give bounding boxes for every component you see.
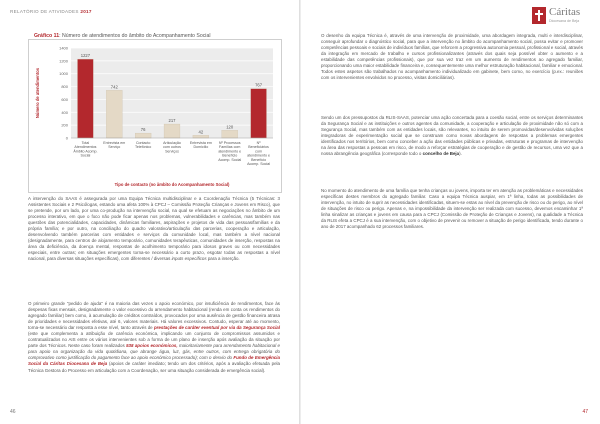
x-tick-line: atendimento e [218,149,242,154]
text-run: 538 apoios económicos, [126,343,178,349]
right-paragraph-2 [321,115,583,157]
bar [164,124,180,138]
text-run: maioritariamente para arrendamento habitacional e para apoio na organização da vida quotidiana, que abrange água, luz, gás, entre outros, com entrega obrigatória do comprovativo como justificação do pagamento face ao apoio económico processado); com o desvio do [28,343,281,361]
x-tick-label [103,141,125,149]
y-tick-label: 0 [65,135,68,141]
x-tick-line: com outros [163,145,181,150]
cross-icon [532,7,546,24]
y-tick-label: 200 [61,122,68,128]
figure-label: Gráfico 11 [34,33,60,39]
x-tick-line: Social [80,153,91,158]
x-tick-line: Articulação [163,141,181,145]
page-number-right: 47 [582,409,588,415]
x-tick-line: Benefício [251,157,267,162]
left-page [0,0,299,424]
text-run: Sendo um dos pressupostos da RLIS-SAAS, potenciar uma ação concertada para a coesão social, entre os serviços determinantes da Segurança Social e as instituições e outros agentes da comunidade, a cooperação e articulação de proximidade não só com a Segurança Social, mas também com as entidades locais, são relevantes, no intuito de serem promovidas/desenvolvidas soluções integradoras de experimentação social que se construam como novas abordagens de respostas a problemas emergentes identificados nos territórios, bem como conceber a ação das entidades públicas e privadas, estruturas e programas de intervenção na área das respostas a pessoas em risco, de modo a reforçar estratégias de cooperação e de gestão de recursos, uma vez que a nossa abrangência geográfica (corresponde todo o [321,115,583,157]
x-tick-line: atendimento e [247,153,270,158]
y-tick-label: 1000 [59,71,68,77]
y-axis-label: Número de atendimentos [35,67,40,119]
bar [251,89,267,138]
text-run: prestações de caráter eventual por via da Segurança Social [153,325,280,331]
y-tick-label: 400 [61,109,68,115]
x-tick-line: Atendimentos [74,145,97,150]
bar-chart-frame [28,39,282,193]
text-run: ). [459,151,462,157]
x-tick-line: Entrevista em [103,141,126,145]
bar [222,130,238,138]
x-tick-line: Acomp. Social [247,162,271,166]
y-tick-label: 800 [61,84,68,90]
x-tick-label [218,141,241,162]
text-run: Fundo de Emergência Social da Cáritas Diocesana de Beja [28,355,280,367]
x-tick-line: Contacto [135,141,151,145]
text-run: para a inserção. [206,256,240,262]
x-tick-line: Serviço [108,145,121,150]
x-tick-label [247,141,270,166]
x-tick-line: Nº Processos [218,141,241,145]
y-tick-label: 600 [61,96,68,102]
y-tick-label: 1400 [59,45,68,51]
page-number-left: 46 [10,409,16,415]
text-run: O primeiro grande "pedido de ajuda" é na maioria das vezes o apoio económico, por insuficiência de rendimentos, face às despesas fixas mensais, designadamente o valor excessivo do arrendamento habitacional (renda em conta os rendimentos do agregado familiar) bem como, à acumulação de créditos contraídos, provocados por uma ausência de gestão financeira atrasa de prioridades e necessidades efetivas, até 6, valores materiais. Há valores excessivos. Contudo, esperar até ao momento, torna-se necessário dar resposta a esse nível, tanto através de [28,301,280,331]
x-tick-label [135,141,151,149]
data-label: 1227 [80,53,91,59]
x-tick-line: Telefónico [135,145,152,150]
x-tick-line: Âmbito Acomp. [73,149,98,154]
left-paragraph-2 [28,301,280,374]
running-year: 2017 [80,9,92,14]
text-run: especificos [184,256,207,262]
data-label: 42 [198,129,204,135]
left-paragraph-1 [28,196,280,263]
x-tick-line: Domicílio [193,145,209,150]
running-title: RELATÓRIO DE ATIVIDADES [10,9,81,14]
figure-caption-text: : Número de atendimentos do âmbito do Acompanhamento Social [59,33,211,39]
text-run: (apoios de caráter imediato; tendo um dos critérios, após a avaliação efetuada pela Técnica Gestora do Processo em articulação com a Coordenação, ser uma situação considerada de emergência social). [28,361,280,373]
bar [77,59,93,138]
data-label: 742 [110,84,118,90]
running-header [10,9,92,14]
x-tick-line: Acomp. Social [218,157,242,162]
x-tick-label [163,141,181,153]
text-run: concelho de Beja [422,151,460,157]
data-label: 76 [140,127,146,133]
x-tick-label [73,141,97,158]
logo-name: Cáritas [549,6,581,18]
x-tick-line: Famílias com [219,145,241,150]
text-run: A intervenção do SAAS é assegurada por uma Equipa Técnica multidisciplinar e a Coordenação Técnica (5 Técnicas: 3 Assistentes Sociais e 2 Psicólogas, estando uma afeta 100% à CPCJ – Comissão Proteção Crianças e Jovens em Risco), que se pretende, por um lado, por uma co-produção na intervenção social, na qual se efetuam as negociações no âmbito de um processo interativo, em que o foco não pode ficar apenas nos problemas, vulnerabilidades e carências, mas também nas questões das potencialidades, capacidades, dinâmicas familiares, aspirações e projetos de vida das pessoas/famílias e da própria família; e por outro, na conciliação do quadro valorativo/articulação das parcerias, cooperação e articulação, desenvolvendo também parcerias com entidades e serviços da comunidade local, mas também a nível nacional (designadamente, para centros de alojamento temporário, comunidades terapêuticas, comunidades de inserção, respostas na área da deficiência, da doença mental, respostas de acolhimento temporário para idosos graves ou com necessidades especiais, entre outras; em situações emergentes torna-se necessário a curto prazo, esgotar todas as respostas a nível nacional, para diversas situações específicas), com diferentes / diversas [28,196,280,262]
y-tick-label: 1200 [59,58,68,64]
x-tick-line: Beneficiários [248,145,269,150]
x-tick-label [190,141,212,149]
bar [135,133,151,138]
right-paragraph-1: O desenho da equipa Técnica é, através de uma intervenção de proximidade, uma abordagem integrada, multi e interdisciplinar, conseguir aprofundar o diagnóstico social, para que a intervenção no âmbito do acompanhamento social, possa evitar e promover competências pessoais e sociais de indivíduos famílias, que reforcem a progressiva autonomia pessoal, profissional e social, através da integração em mercado de trabalho e cursos profissionalizantes (através dos quais seja possível obter o aumento e a estabilidade das competências profissionais), que por sua vez traz em um aumento de rendimentos ao agregado familiar, proporcionando uma maior estabilidade financeira e, consequentemente uma melhor estruturação habitacional, familiar e emocional. Todos estes aspetos são trabalhados no acompanhamento individualizado em gabinete, bem como, no exercício (p.ex.: reuniões com os intervenientes envolvidos no processo, visitas domiciliárias). [321,33,583,81]
data-label: 767 [255,82,263,88]
x-tick-line: Serviços [165,149,179,154]
x-tick-line: com [255,149,262,154]
bar-chart [29,40,281,192]
logo-subtitle: Diocesana de Beja [549,19,580,23]
data-label: 120 [226,124,234,130]
text-run: inputs [171,256,184,262]
text-run: (este que complementa a atribuição de carência económica, implicando um conjunto de compromissos assumidos e contratualizados no AIS entre os vários intervenientes sob a forma de um plano de inserção após avaliação da situação por parte dos Técnicos. Neste caso foram realizados [28,331,280,349]
caritas-logo [532,5,590,27]
data-label: 217 [168,118,176,124]
right-paragraph-3: No momento do atendimento de uma família que tenha crianças ou jovens, importa ter em atenção as problemáticas e necessidades específicas destes membros do agregado familiar. Caso a equipa Técnica auspiar, em 1ª linha, todas as possibilidades de intervenção, no intuito de suprir as necessidades identificadas, situem-se estas ao nível da prevenção de risco ou do perigo, ao nível de situações de risco ou perigo. Apenas e, na impossibilidade da intervenção ser realizada com sucesso, devemos encaminhar 1ª linha sinalizar as crianças e jovens em causa para a CPCJ (Comissão de Proteção de Crianças e Jovens), na qualidade a Técnica da RLIS efeta a CPCJ é a sua intervenção, com o objetivo de prevenir ou remover a situação de perigo identificada, tendo durante o ano de 2017 acompanhado 62 processos familiares. [321,188,583,230]
right-page [301,0,600,424]
x-tick-line: Nº [256,141,261,145]
x-tick-line: Entrevista em [189,141,212,145]
bar [193,135,209,138]
x-tick-line: Total [81,141,90,145]
x-tick-line: Benefício [222,153,238,158]
bar [106,90,122,138]
x-axis-label: Tipo de contacto (no âmbito do Acompanhamento Social) [114,182,230,187]
